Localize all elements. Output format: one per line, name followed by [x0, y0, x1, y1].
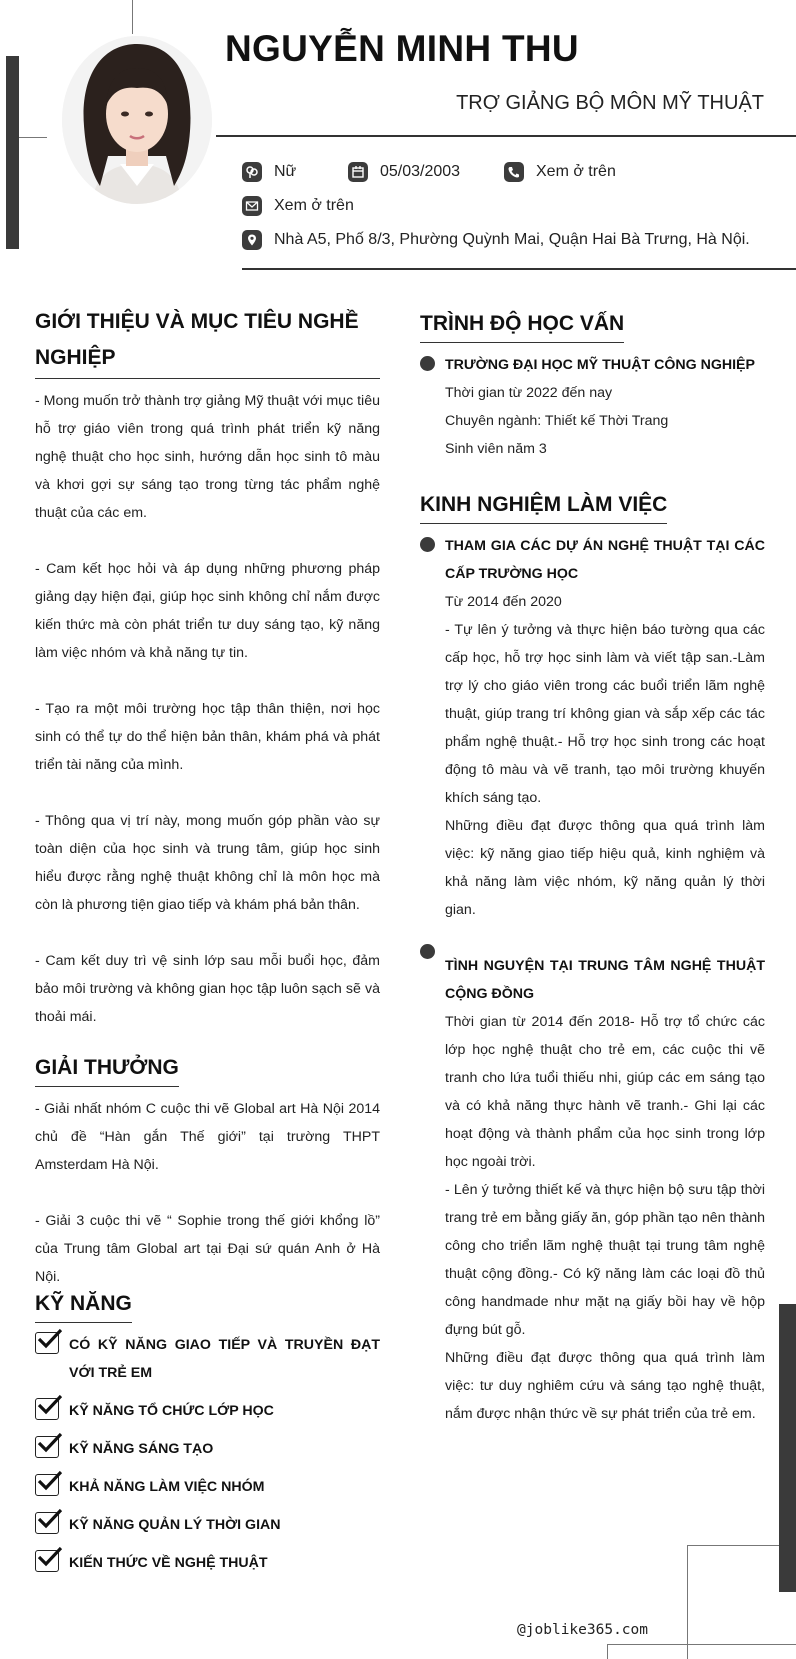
skill-item: [35, 1549, 380, 1577]
education-major: Chuyên ngành: Thiết kế Thời Trang: [445, 413, 669, 429]
bullet-dot: [420, 356, 435, 371]
intro-paragraph-5: - Cam kết duy trì vệ sinh lớp sau mỗi buổi học, đảm bảo môi trường và không gian học tập luôn sạch sẽ và thoải mái.: [35, 953, 380, 1025]
awards-section: [35, 1050, 380, 1291]
email-icon: [242, 196, 262, 216]
phone-value: Xem ở trên: [536, 163, 616, 180]
job-result: Những điều đạt được thông qua quá trình làm việc: kỹ năng giao tiếp hiệu quả, kinh nghiệm và khả năng làm việc nhóm, kỹ năng quản lý thời gian.: [445, 818, 765, 918]
skill-item: [35, 1511, 380, 1539]
address-value: Nhà A5, Phố 8/3, Phường Quỳnh Mai, Quận Hai Bà Trưng, Hà Nội.: [274, 231, 750, 248]
checkbox-icon: [35, 1398, 59, 1420]
job-result: Những điều đạt được thông qua quá trình làm việc: tư duy nghiêm cứu và sáng tạo nghệ thuật, nắm được nhận thức về sự phát triển của trẻ em.: [445, 1350, 765, 1422]
awards-title: GIẢI THƯỞNG: [35, 1050, 179, 1087]
education-title: TRÌNH ĐỘ HỌC VẤN: [420, 306, 624, 343]
skill-label: CÓ KỸ NĂNG GIAO TIẾP VÀ TRUYỀN ĐẠT VỚI TRẺ EM: [69, 1337, 380, 1381]
skill-label: KHẢ NĂNG LÀM VIỆC NHÓM: [69, 1479, 265, 1495]
checkbox-icon: [35, 1550, 59, 1572]
checkbox-icon: [35, 1332, 59, 1354]
intro-paragraph-1: - Mong muốn trở thành trợ giảng Mỹ thuật với mục tiêu hỗ trợ giáo viên trong quá trình phát triển kỹ năng nghệ thuật cho học sinh, hướng dẫn học sinh tô màu và khơi gợi sự sáng tạo trong từng tác phẩm nghệ thuật của các em.: [35, 393, 380, 521]
address-row: [242, 230, 750, 250]
job-time: Thời gian từ 2014 đến 2018- Hỗ trợ tổ chức các lớp học nghệ thuật cho trẻ em, các cuộc thi vẽ tranh cho lứa tuổi thiếu nhi, giúp các em sáng tạo và có khả năng thực hành vẽ tranh.- Ghi lại các hoạt động và thành phẩm của học sinh trong lớp học ngoài trời.: [445, 1014, 765, 1170]
birthdate-row: [348, 162, 460, 182]
skill-label: KIẾN THỨC VỀ NGHỆ THUẬT: [69, 1555, 268, 1571]
checkbox-icon: [35, 1512, 59, 1534]
experience-section: [420, 487, 765, 1428]
skill-item: [35, 1331, 380, 1387]
job-description: - Tự lên ý tưởng và thực hiện báo tường qua các cấp học, hỗ trợ học sinh làm và viết tập san.-Làm trợ lý cho giáo viên trong các buổi triển lãm nghệ thuật, giúp trang trí không gian và sắp xếp các tác phẩm nghệ thuật.- Hỗ trợ học sinh trong các hoạt động tô màu và vẽ tranh, tạo môi trường khuyến khích sáng tạo.: [445, 622, 765, 806]
corner-frame-vertical: [687, 1545, 688, 1659]
award-2: - Giải 3 cuộc thi vẽ “ Sophie trong thế giới khổng lồ” của Trung tâm Global art tại Đại sứ quán Anh ở Hà Nội.: [35, 1213, 380, 1285]
contact-divider: [242, 268, 796, 270]
skill-item: [35, 1435, 380, 1463]
job-description: - Lên ý tưởng thiết kế và thực hiện bộ sưu tập thời trang trẻ em bằng giấy ăn, góp phần tạo nên thành công cho triển lãm nghệ thuật tại trung tâm nghệ thuật cộng đồng.- Có kỹ năng làm các loại đồ thủ công handmade như mặt nạ giấy bồi hay về hộp đựng bút gỗ.: [445, 1182, 765, 1338]
footer-line: [607, 1644, 796, 1645]
location-icon: [242, 230, 262, 250]
checkbox-icon: [35, 1436, 59, 1458]
education-year: Sinh viên năm 3: [445, 441, 547, 457]
school-name: TRƯỜNG ĐẠI HỌC MỸ THUẬT CÔNG NGHIỆP: [445, 357, 755, 373]
education-section: [420, 306, 765, 463]
left-accent-bar: [6, 56, 19, 249]
skills-section: [35, 1286, 380, 1587]
job-role: TRỢ GIẢNG BỘ MÔN MỸ THUẬT: [456, 92, 764, 114]
right-accent-bar: [779, 1304, 796, 1592]
experience-title: KINH NGHIỆM LÀM VIỆC: [420, 487, 667, 524]
skill-item: [35, 1397, 380, 1425]
email-row: [242, 196, 354, 216]
intro-paragraph-4: - Thông qua vị trí này, mong muốn góp phần vào sự toàn diện của học sinh và trung tâm, giúp học sinh hiểu được rằng nghệ thuật không chỉ là môn học mà còn là phương tiện giao tiếp và khám phá bản thân.: [35, 813, 380, 913]
left-horizontal-line: [19, 137, 47, 138]
gender-value: Nữ: [274, 163, 297, 180]
phone-icon: [504, 162, 524, 182]
email-value: Xem ở trên: [274, 197, 354, 214]
skills-title: KỸ NĂNG: [35, 1286, 132, 1323]
intro-paragraph-2: - Cam kết học hỏi và áp dụng những phương pháp giảng dạy hiện đại, giúp học sinh không chỉ nắm được kiến thức mà còn phát triển tư duy sáng tạo, kỹ năng làm việc nhóm và khả năng tự tin.: [35, 561, 380, 661]
job-time: Từ 2014 đến 2020: [445, 594, 562, 610]
header-divider: [216, 135, 796, 137]
gender-icon: [242, 162, 262, 182]
intro-section: [35, 304, 380, 1031]
birthdate-value: 05/03/2003: [380, 163, 461, 180]
intro-title-line2: NGHIỆP: [35, 346, 116, 369]
corner-frame-horizontal: [687, 1545, 779, 1546]
job-title: TÌNH NGUYỆN TẠI TRUNG TÂM NGHỆ THUẬT CỘNG ĐỒNG: [445, 958, 765, 1002]
intro-paragraph-3: - Tạo ra một môi trường học tập thân thiện, nơi học sinh có thể tự do thể hiện bản thân, khám phá và phát triển tài năng của mình.: [35, 701, 380, 773]
award-1: - Giải nhất nhóm C cuộc thi vẽ Global art Hà Nội 2014 chủ đề “Hàn gắn Thế giới” tại trường THPT Amsterdam Hà Nội.: [35, 1101, 380, 1173]
education-time: Thời gian từ 2022 đến nay: [445, 385, 613, 401]
skill-label: KỸ NĂNG QUẢN LÝ THỜI GIAN: [69, 1517, 281, 1533]
skill-item: [35, 1473, 380, 1501]
skill-label: KỸ NĂNG SÁNG TẠO: [69, 1441, 214, 1457]
footer-line-vertical: [607, 1644, 608, 1659]
top-vertical-line: [132, 0, 133, 34]
footer-watermark: @joblike365.com: [517, 1622, 648, 1638]
profile-photo: [62, 36, 212, 204]
skill-label: KỸ NĂNG TỔ CHỨC LỚP HỌC: [69, 1403, 274, 1419]
bullet-dot: [420, 537, 435, 552]
gender-row: [242, 162, 296, 182]
intro-title-line1: GIỚI THIỆU VÀ MỤC TIÊU NGHỀ: [35, 310, 359, 333]
bullet-dot: [420, 944, 435, 959]
calendar-icon: [348, 162, 368, 182]
checkbox-icon: [35, 1474, 59, 1496]
phone-row: [504, 162, 616, 182]
candidate-name: NGUYỄN MINH THU: [225, 28, 579, 69]
job-title: THAM GIA CÁC DỰ ÁN NGHỆ THUẬT TẠI CÁC CẤP TRƯỜNG HỌC: [445, 538, 765, 582]
